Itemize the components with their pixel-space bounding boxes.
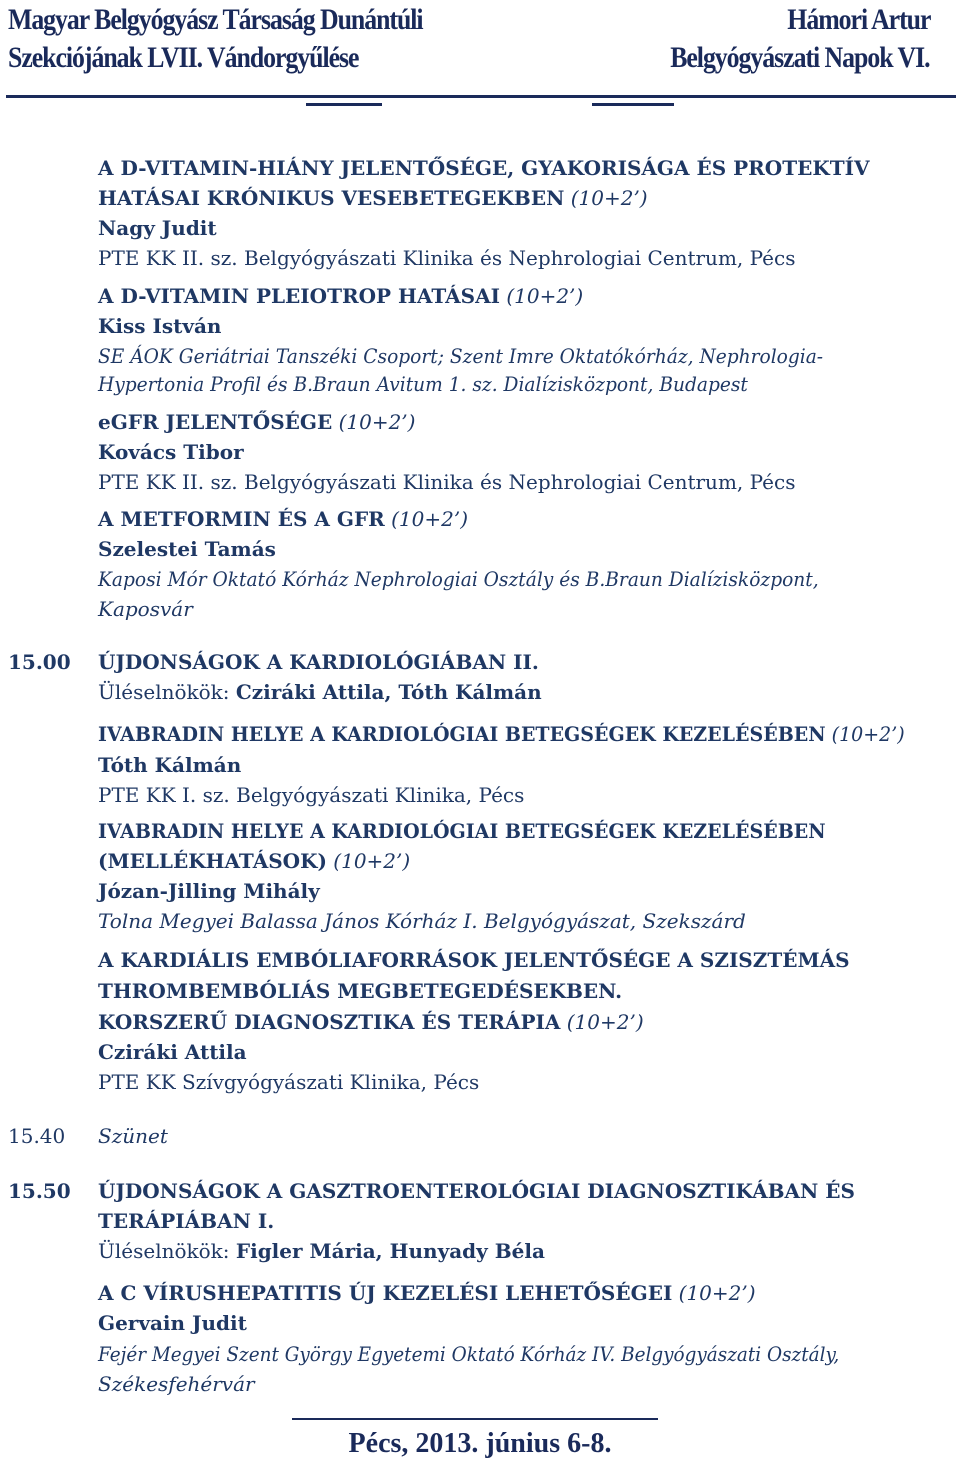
session-chairs: Üléselnökök: Figler Mária, Hunyady Béla: [98, 1239, 545, 1263]
talk-speaker: Józan-Jilling Mihály: [98, 879, 320, 903]
talk-affiliation: PTE KK II. sz. Belgyógyászati Klinika és Nephrologiai Centrum, Pécs: [98, 470, 796, 494]
talk-speaker: Tóth Kálmán: [98, 753, 242, 777]
talk-title: A D-VITAMIN PLEIOTROP HATÁSAI (10+2’): [98, 284, 584, 308]
header-title-line1: Magyar Belgyógyász Társaság Dunántúli: [8, 3, 423, 36]
header-rule-short-left: [306, 103, 382, 106]
talk-title: eGFR JELENTŐSÉGE (10+2’): [98, 410, 416, 434]
talk-affiliation: Kaposi Mór Oktató Kórház Nephrologiai Osztály és B.Braun Dialízisközpont,: [98, 567, 819, 591]
footer-rule: [292, 1418, 658, 1420]
talk-affiliation: Kaposvár: [98, 597, 193, 621]
header-right-line1: Hámori Artur: [786, 3, 930, 36]
footer-place-date: Pécs, 2013. június 6-8.: [348, 1428, 612, 1459]
session-title: ÚJDONSÁGOK A GASZTROENTEROLÓGIAI DIAGNOSZTIKÁBAN ÉS: [98, 1179, 855, 1203]
talk-affiliation: SE ÁOK Geriátriai Tanszéki Csoport; Szent Imre Oktatókórház, Nephrologia-: [98, 344, 824, 368]
talk-affiliation: PTE KK II. sz. Belgyógyászati Klinika és Nephrologiai Centrum, Pécs: [98, 246, 796, 270]
header-title-line2: Szekciójának LVII. Vándorgyűlése: [8, 41, 359, 74]
talk-title: IVABRADIN HELYE A KARDIOLÓGIAI BETEGSÉGEK KEZELÉSÉBEN: [98, 819, 826, 843]
talk-affiliation: PTE KK I. sz. Belgyógyászati Klinika, Pécs: [98, 783, 525, 807]
session-title: TERÁPIÁBAN I.: [98, 1209, 275, 1233]
header-rule-long: [6, 95, 956, 98]
talk-title: IVABRADIN HELYE A KARDIOLÓGIAI BETEGSÉGEK KEZELÉSÉBEN (10+2’): [98, 722, 905, 746]
header-rule-short-right: [592, 103, 674, 106]
talk-title: (MELLÉKHATÁSOK) (10+2’): [98, 849, 411, 873]
header-right-line2: Belgyógyászati Napok VI.: [670, 41, 930, 74]
talk-title: HATÁSAI KRÓNIKUS VESEBETEGEKBEN (10+2’): [98, 186, 648, 210]
talk-title: A D-VITAMIN-HIÁNY JELENTŐSÉGE, GYAKORISÁGA ÉS PROTEKTÍV: [98, 156, 870, 180]
talk-title: A C VÍRUSHEPATITIS ÚJ KEZELÉSI LEHETŐSÉGEI (10+2’): [98, 1281, 756, 1305]
talk-affiliation: PTE KK Szívgyógyászati Klinika, Pécs: [98, 1070, 480, 1094]
session-time: 15.50: [8, 1179, 71, 1203]
talk-title: A METFORMIN ÉS A GFR (10+2’): [98, 507, 469, 531]
talk-speaker: Gervain Judit: [98, 1311, 247, 1335]
talk-affiliation: Fejér Megyei Szent György Egyetemi Oktató Kórház IV. Belgyógyászati Osztály,: [98, 1342, 840, 1366]
talk-affiliation: Székesfehérvár: [98, 1372, 255, 1396]
talk-title: KORSZERŰ DIAGNOSZTIKA ÉS TERÁPIA (10+2’): [98, 1010, 644, 1034]
talk-affiliation: Hypertonia Profil és B.Braun Avitum 1. sz. Dialízisközpont, Budapest: [98, 372, 748, 396]
session-title: ÚJDONSÁGOK A KARDIOLÓGIÁBAN II.: [98, 650, 539, 674]
talk-affiliation: Tolna Megyei Balassa János Kórház I. Belgyógyászat, Szekszárd: [98, 909, 746, 933]
talk-speaker: Kovács Tibor: [98, 440, 244, 464]
talk-speaker: Cziráki Attila: [98, 1040, 247, 1064]
talk-speaker: Kiss István: [98, 314, 222, 338]
break-time: 15.40: [8, 1124, 66, 1148]
session-time: 15.00: [8, 650, 71, 674]
talk-title: A KARDIÁLIS EMBÓLIAFORRÁSOK JELENTŐSÉGE A SZISZTÉMÁS: [98, 948, 850, 972]
session-chairs: Üléselnökök: Cziráki Attila, Tóth Kálmán: [98, 680, 542, 704]
talk-speaker: Szelestei Tamás: [98, 537, 276, 561]
break-label: Szünet: [98, 1124, 168, 1148]
talk-speaker: Nagy Judit: [98, 216, 217, 240]
talk-title: THROMBEMBÓLIÁS MEGBETEGEDÉSEKBEN.: [98, 979, 623, 1003]
